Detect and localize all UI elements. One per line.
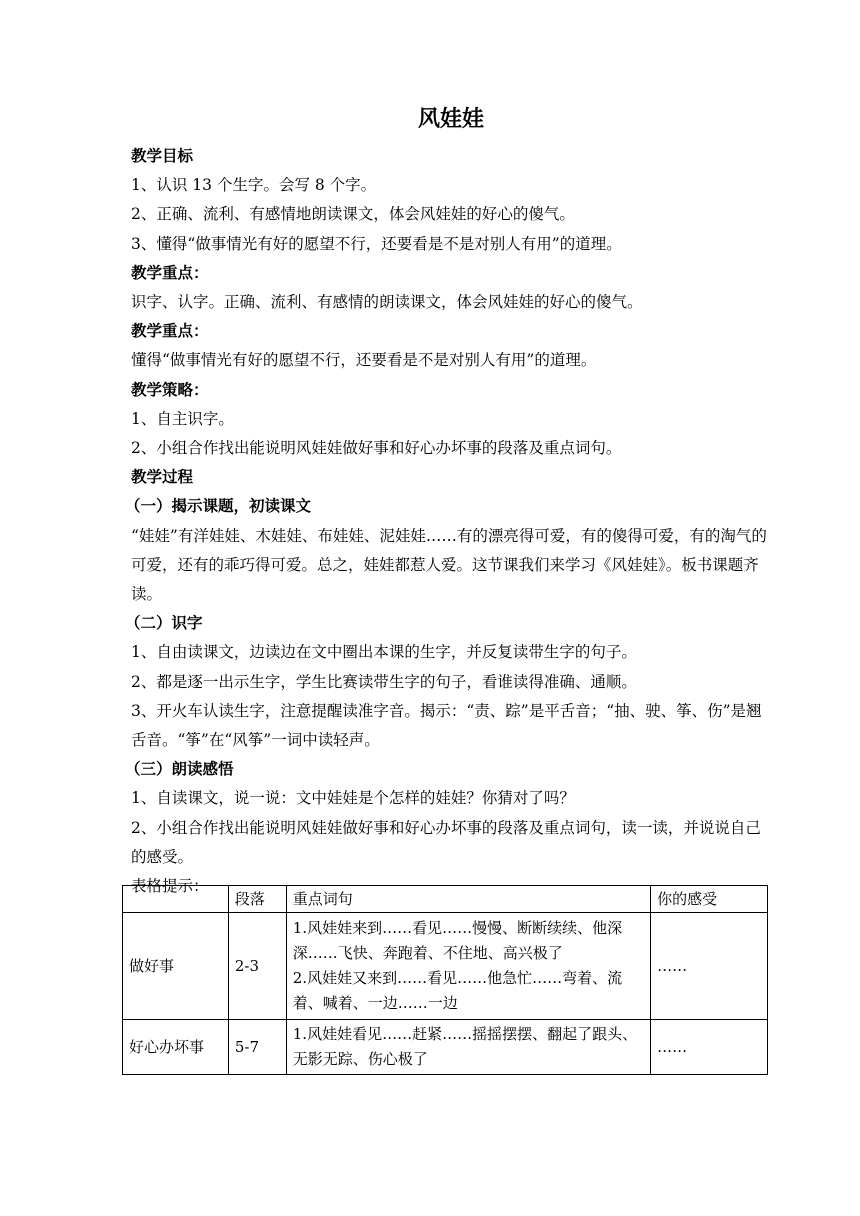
table-row [123, 1020, 768, 1075]
table-header-paragraph: 段落 [228, 886, 286, 913]
phrase-line: 1.风娃娃看见……赶紧……摇摇摆摆、翻起了跟头、无影无踪、伤心极了 [292, 1025, 638, 1068]
table-hint-label: 表格提示： [131, 877, 209, 896]
table-row [123, 913, 768, 1020]
section2-item-2: 2、都是逐一出示生字，学生比赛读带生字的句子，看谁读得准确、通顺。 [131, 672, 637, 691]
strategy-item-1: 1、自主识字。 [131, 409, 234, 428]
key-points-heading-1: 教学重点： [131, 263, 209, 282]
objectives-heading: 教学目标 [131, 147, 194, 165]
table-cell-phrases [286, 1020, 650, 1075]
table-cell-paragraph: 2-3 [228, 913, 286, 1020]
section2-item-3: 3、开火车认读生字，注意提醒读准字音。揭示：“责、踪”是平舌音；“抽、驶、筝、伤”是翘舌音。“筝”在“风筝”一词中读轻声。 [131, 701, 762, 750]
objective-item-1: 1、认识 13 个生字。会写 8 个字。 [131, 176, 377, 195]
table-cell-label: 做好事 [123, 913, 229, 1020]
hint-table [122, 885, 768, 1075]
section1-heading: （一）揭示课题，初读课文 [125, 497, 312, 516]
key-points-text-2: 懂得“做事情光有好的愿望不行，还要看是不是对别人有用”的道理。 [131, 351, 597, 370]
section3-item-1: 1、自读课文，说一说：文中娃娃是个怎样的娃娃？你猜对了吗？ [131, 789, 575, 808]
table-header-phrases: 重点词句 [286, 886, 650, 913]
table-cell-feeling: …… [651, 1020, 768, 1075]
table-cell-phrases [286, 913, 650, 1020]
section3-item-2: 2、小组合作找出能说明风娃娃做好事和好心办坏事的段落及重点词句，读一读，并说说自己的感受。 [131, 818, 761, 866]
table-header-row [123, 886, 768, 913]
document-page [125, 100, 771, 901]
objective-item-2: 2、正确、流利、有感情地朗读课文，体会风娃娃的好心的傻气。 [131, 205, 575, 224]
phrase-line: 2.风娃娃又来到……看见……他急忙……弯着、流着、喊着、一边……一边 [292, 969, 623, 1012]
table-cell-paragraph: 5-7 [228, 1020, 286, 1075]
section1-text: “娃娃”有洋娃娃、木娃娃、布娃娃、泥娃娃……有的漂亮得可爱，有的傻得可爱，有的淘气的可爱，还有的乖巧得可爱。总之，娃娃都惹人爱。这节课我们来学习《风娃娃》。板书课题齐读。 [131, 526, 767, 604]
objective-item-3: 3、懂得“做事情光有好的愿望不行，还要看是不是对别人有用”的道理。 [131, 234, 622, 253]
page-title: 风娃娃 [417, 107, 484, 132]
phrase-line: 1.风娃娃来到……看见……慢慢、断断续续、他深深……飞快、奔跑着、不住地、高兴极了 [292, 919, 623, 962]
section2-heading: （二）识字 [125, 614, 203, 633]
key-points-text-1: 识字、认字。正确、流利、有感情的朗读课文，体会风娃娃的好心的傻气。 [131, 293, 643, 312]
table-cell-feeling: …… [651, 913, 768, 1020]
process-heading: 教学过程 [131, 468, 194, 487]
table-header-feeling: 你的感受 [651, 886, 768, 913]
strategy-item-2: 2、小组合作找出能说明风娃娃做好事和好心办坏事的段落及重点词句。 [131, 439, 622, 458]
strategies-heading: 教学策略： [131, 380, 209, 399]
section2-item-1: 1、自由读课文，边读边在文中圈出本课的生字，并反复读带生字的句子。 [131, 643, 637, 662]
table-header-empty [123, 886, 229, 913]
table-cell-label: 好心办坏事 [123, 1020, 229, 1075]
key-points-heading-2: 教学重点： [131, 322, 209, 341]
section3-heading: （三）朗读感悟 [125, 760, 234, 779]
